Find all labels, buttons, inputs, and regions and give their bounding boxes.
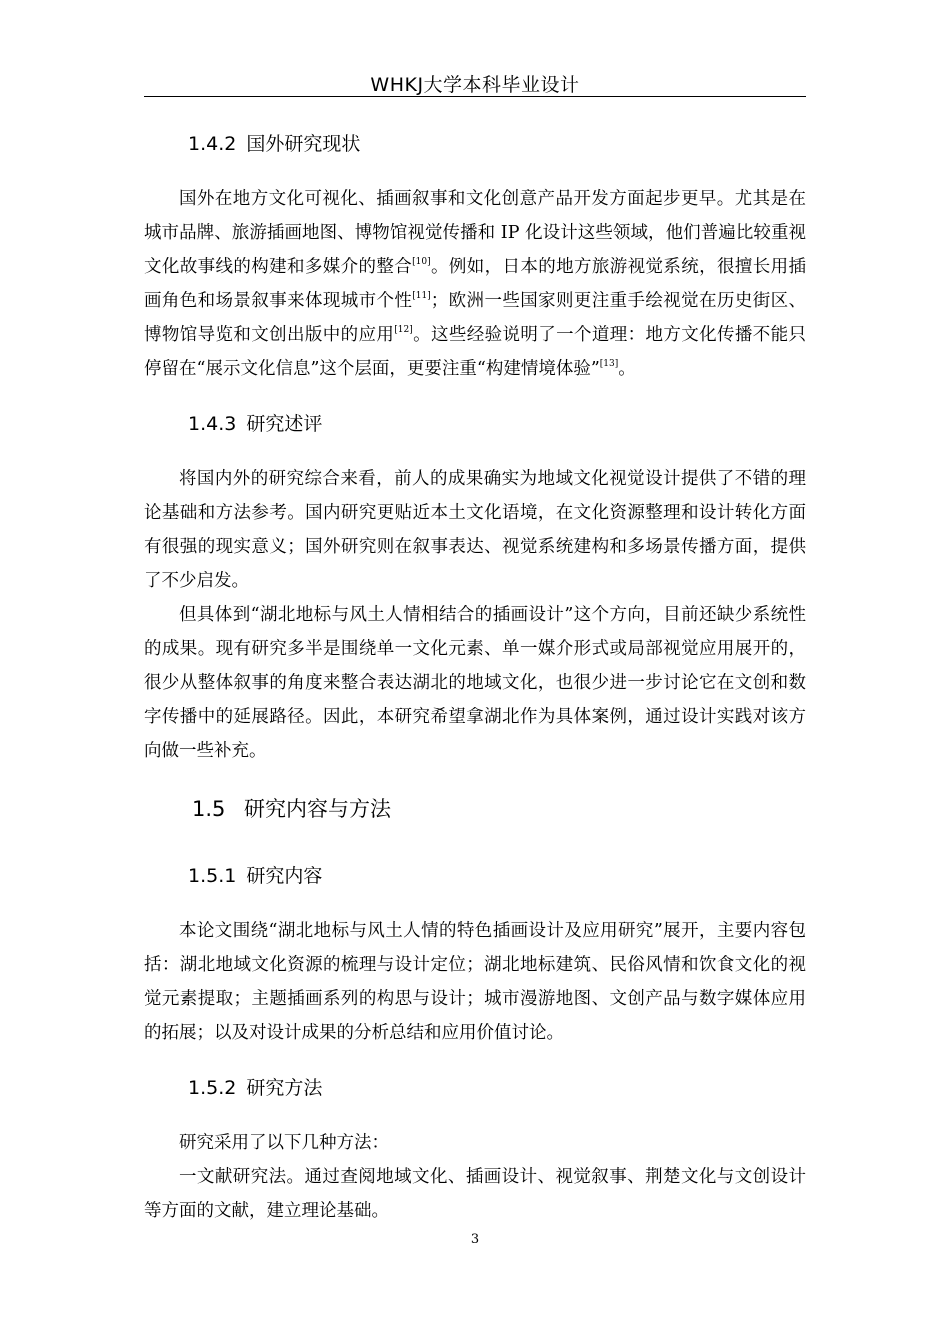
citation: [13] — [599, 359, 619, 369]
heading-text: 研究内容 — [246, 865, 323, 887]
heading-text: 研究方法 — [246, 1077, 323, 1099]
paragraph-methods-intro: 研究采用了以下几种方法： — [179, 1133, 389, 1153]
heading-1-4-2 — [144, 118, 806, 170]
text-run: 国外在地方文化可视化、插画叙事和文化创意产品开发方面起步更早。尤其是在城市品牌、旅游插画地图、博物馆视觉传播和 IP 化设计这些领域，他们普遍比较重视文化故事线的构建和多媒介的整合 — [144, 189, 806, 277]
paragraph-foreign-research — [144, 182, 806, 386]
heading-number: 1.5.1 — [188, 865, 237, 887]
heading-text: 国外研究现状 — [246, 133, 361, 155]
citation: [12] — [394, 325, 413, 335]
paragraph-research-content: 本论文围绕“湖北地标与风土人情的特色插画设计及应用研究”展开，主要内容包括：湖北地域文化资源的梳理与设计定位；湖北地标建筑、民俗风情和饮食文化的视觉元素提取；主题插画系列的构思与设计；城市漫游地图、文创产品与数字媒体应用的拓展；以及对设计成果的分析总结和应用价值讨论。 — [144, 921, 806, 1043]
heading-text: 研究内容与方法 — [244, 797, 391, 821]
page-header: WHKJ大学本科毕业设计 — [370, 74, 580, 96]
text-run: 。例如，日本的地方旅游视觉系统，很擅长用插画角色和场景叙事来体现城市个性 — [144, 257, 807, 311]
paragraph-review-1: 将国内外的研究综合来看，前人的成果确实为地域文化视觉设计提供了不错的理论基础和方法参考。国内研究更贴近本土文化语境，在文化资源整理和设计转化方面有很强的现实意义；国外研究则在叙事表达、视觉系统建构和多场景传播方面，提供了不少启发。 — [144, 469, 806, 591]
paragraph-review-2: 但具体到“湖北地标与风土人情相结合的插画设计”这个方向，目前还缺少系统性的成果。现有研究多半是围绕单一文化元素、单一媒介形式或局部视觉应用展开的，很少从整体叙事的角度来整合表达湖北的地域文化，也很少进一步讨论它在文创和数字传播中的延展路径。因此，本研究希望拿湖北作为具体案例，通过设计实践对该方向做一些补充。 — [144, 605, 806, 761]
heading-1-5 — [144, 780, 806, 838]
heading-number: 1.5.2 — [188, 1077, 237, 1099]
text-run: 。 — [618, 359, 636, 379]
heading-number: 1.4.2 — [188, 133, 237, 155]
heading-text: 研究述评 — [246, 413, 323, 435]
paragraph-method-literature: 一文献研究法。通过查阅地域文化、插画设计、视觉叙事、荆楚文化与文创设计等方面的文献，建立理论基础。 — [144, 1167, 806, 1221]
heading-number: 1.4.3 — [188, 413, 237, 435]
page-content — [144, 118, 806, 1228]
header-rule — [144, 96, 806, 97]
heading-number: 1.5 — [192, 797, 226, 821]
heading-1-5-1 — [144, 850, 806, 902]
heading-1-4-3 — [144, 398, 806, 450]
heading-1-5-2 — [144, 1062, 806, 1114]
citation: [10] — [412, 257, 431, 267]
page-number: 3 — [470, 1232, 480, 1247]
text-run: 。这些经验说明了一个道理：地方文化传播不能只停留在“展示文化信息”这个层面，更要注重“构建情境体验” — [144, 325, 807, 379]
text-run: ；欧洲一些国家则更注重手绘视觉在历史街区、博物馆导览和文创出版中的应用 — [144, 291, 807, 345]
citation: [11] — [412, 291, 431, 301]
